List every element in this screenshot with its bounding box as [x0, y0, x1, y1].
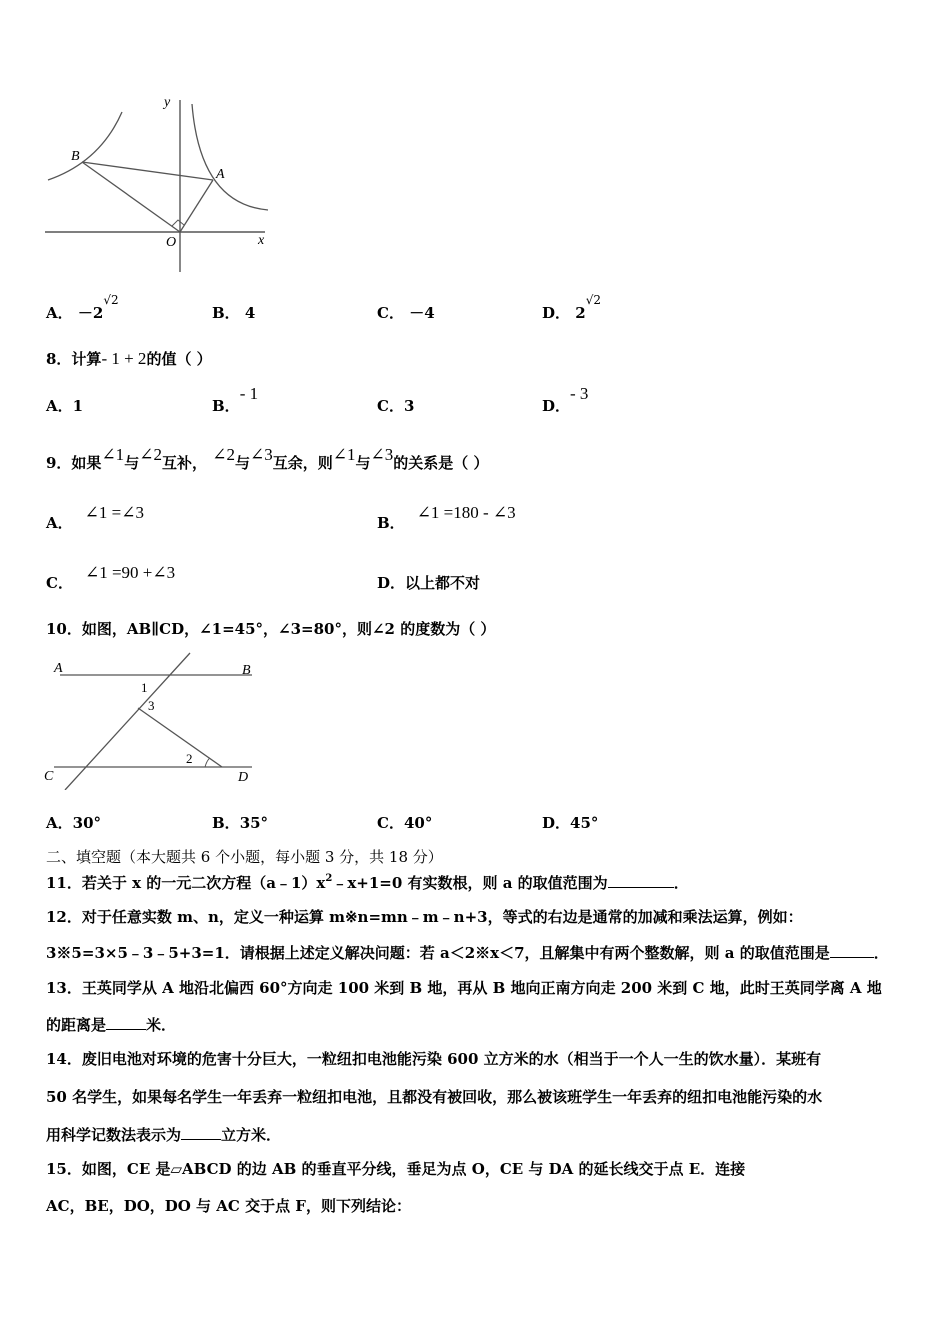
segment-ba [82, 162, 213, 180]
label-angle-2: 2 [186, 751, 193, 766]
q8-option-d: D．- 3 [542, 384, 589, 415]
label-a: A [54, 661, 63, 676]
q7-option-c: C． －4 [377, 304, 435, 322]
q14-line3: 用科学记数法表示为 立方米． [46, 1126, 282, 1144]
left-hyperbola-branch [48, 112, 122, 180]
q10-stem: 10．如图，AB∥CD，∠1=45°，∠3=80°，则∠2 的度数为（ ） [46, 620, 496, 638]
transversal [65, 653, 190, 790]
q9-option-d: D．以上都不对 [377, 574, 481, 592]
q10-option-d: D．45° [542, 814, 599, 832]
q8-expression: - 1 + 2 [101, 349, 147, 368]
label-c: C [44, 769, 54, 784]
q13-line2: 的距离是 米． [46, 1016, 177, 1034]
q7-option-a-root: √2 [103, 293, 119, 307]
q8-option-b: B．- 1 [212, 384, 259, 415]
angle-2-arc [205, 758, 210, 767]
q12-line2: 3※5=3×5﹣3﹣5+3=1．请根据上述定义解决问题：若 a＜2※x＜7，且解集中有两个整数解，则 a 的取值范围是 ． [46, 944, 889, 962]
q9-stem: 9．如果∠1与∠2互补， ∠2与∠3互余，则∠1与∠3的关系是（ ） [46, 445, 489, 472]
q15-line2: AC，BE，DO，DO 与 AC 交于点 F，则下列结论： [46, 1197, 411, 1215]
q11-text: 11．若关于 x 的一元二次方程$(a﹣1)x^2﹣x+1=0$ 有实数根，则 a 的取值范围为 ． [46, 873, 689, 892]
right-angle-mark [172, 220, 184, 226]
origin-label: O [166, 235, 177, 250]
label-b: B [242, 663, 251, 678]
q10-parallel-lines-figure [40, 650, 265, 790]
q9-option-a: A．∠1 =∠3 [46, 503, 144, 532]
q7-option-b: B． 4 [212, 304, 256, 322]
label-d: D [238, 770, 249, 785]
q14-answer-blank[interactable] [181, 1125, 221, 1140]
segment-bo [82, 162, 180, 232]
q7-option-a: A． $-2^{√2}$ [46, 293, 119, 322]
q8-stem: 8．计算- 1 + 2的值（ ） [46, 349, 212, 368]
point-a-label: A [216, 167, 225, 182]
q14-line2: 50 名学生，如果每名学生一年丢弃一粒纽扣电池，且都没有被回收，那么被该班学生一年丢弃的纽扣电池能污染的水 [46, 1088, 823, 1106]
q12-line1: 12．对于任意实数 m、n，定义一种运算 m※n=mn﹣m﹣n+3，等式的右边是通常的加减和乘法运算，例如： [46, 908, 803, 926]
q7-coordinate-graph [40, 92, 280, 277]
label-angle-3: 3 [148, 698, 155, 713]
q10-option-c: C．40° [377, 814, 433, 832]
q9-option-c: C．∠1 =90 +∠3 [46, 563, 176, 592]
segment-ao [180, 180, 213, 232]
section-2-heading: 二、填空题（本大题共 6 个小题，每小题 3 分，共 18 分） [46, 848, 443, 866]
q15-line1: 15．如图，CE 是▱ABCD 的边 AB 的垂直平分线，垂足为点 O，CE 与 DA 的延长线交于点 E．连接 [46, 1160, 746, 1178]
q12-answer-blank[interactable] [830, 943, 874, 958]
q13-answer-blank[interactable] [106, 1015, 146, 1030]
q8-option-a: A．1 [46, 397, 84, 415]
x-axis-label: x [258, 233, 265, 248]
q10-option-b: B．35° [212, 814, 269, 832]
q7-option-d: D． $2^{√2}$ [542, 293, 601, 322]
q10-option-a: A．30° [46, 814, 102, 832]
y-axis-label: y [164, 95, 171, 110]
q9-option-b: B．∠1 =180 - ∠3 [377, 503, 516, 532]
q14-line1: 14．废旧电池对环境的危害十分巨大，一粒纽扣电池能污染 600 立方米的水（相当于一个人一生的饮水量）．某班有 [46, 1050, 822, 1068]
q8-option-c: C．3 [377, 397, 415, 415]
label-angle-1: 1 [141, 680, 148, 695]
q13-line1: 13．王英同学从 A 地沿北偏西 60°方向走 100 米到 B 地，再从 B 地向正南方向走 200 米到 C 地，此时王英同学离 A 地 [46, 979, 882, 997]
point-b-label: B [71, 149, 80, 164]
q7-option-d-root: √2 [585, 293, 601, 307]
q11-answer-blank[interactable] [608, 873, 674, 888]
